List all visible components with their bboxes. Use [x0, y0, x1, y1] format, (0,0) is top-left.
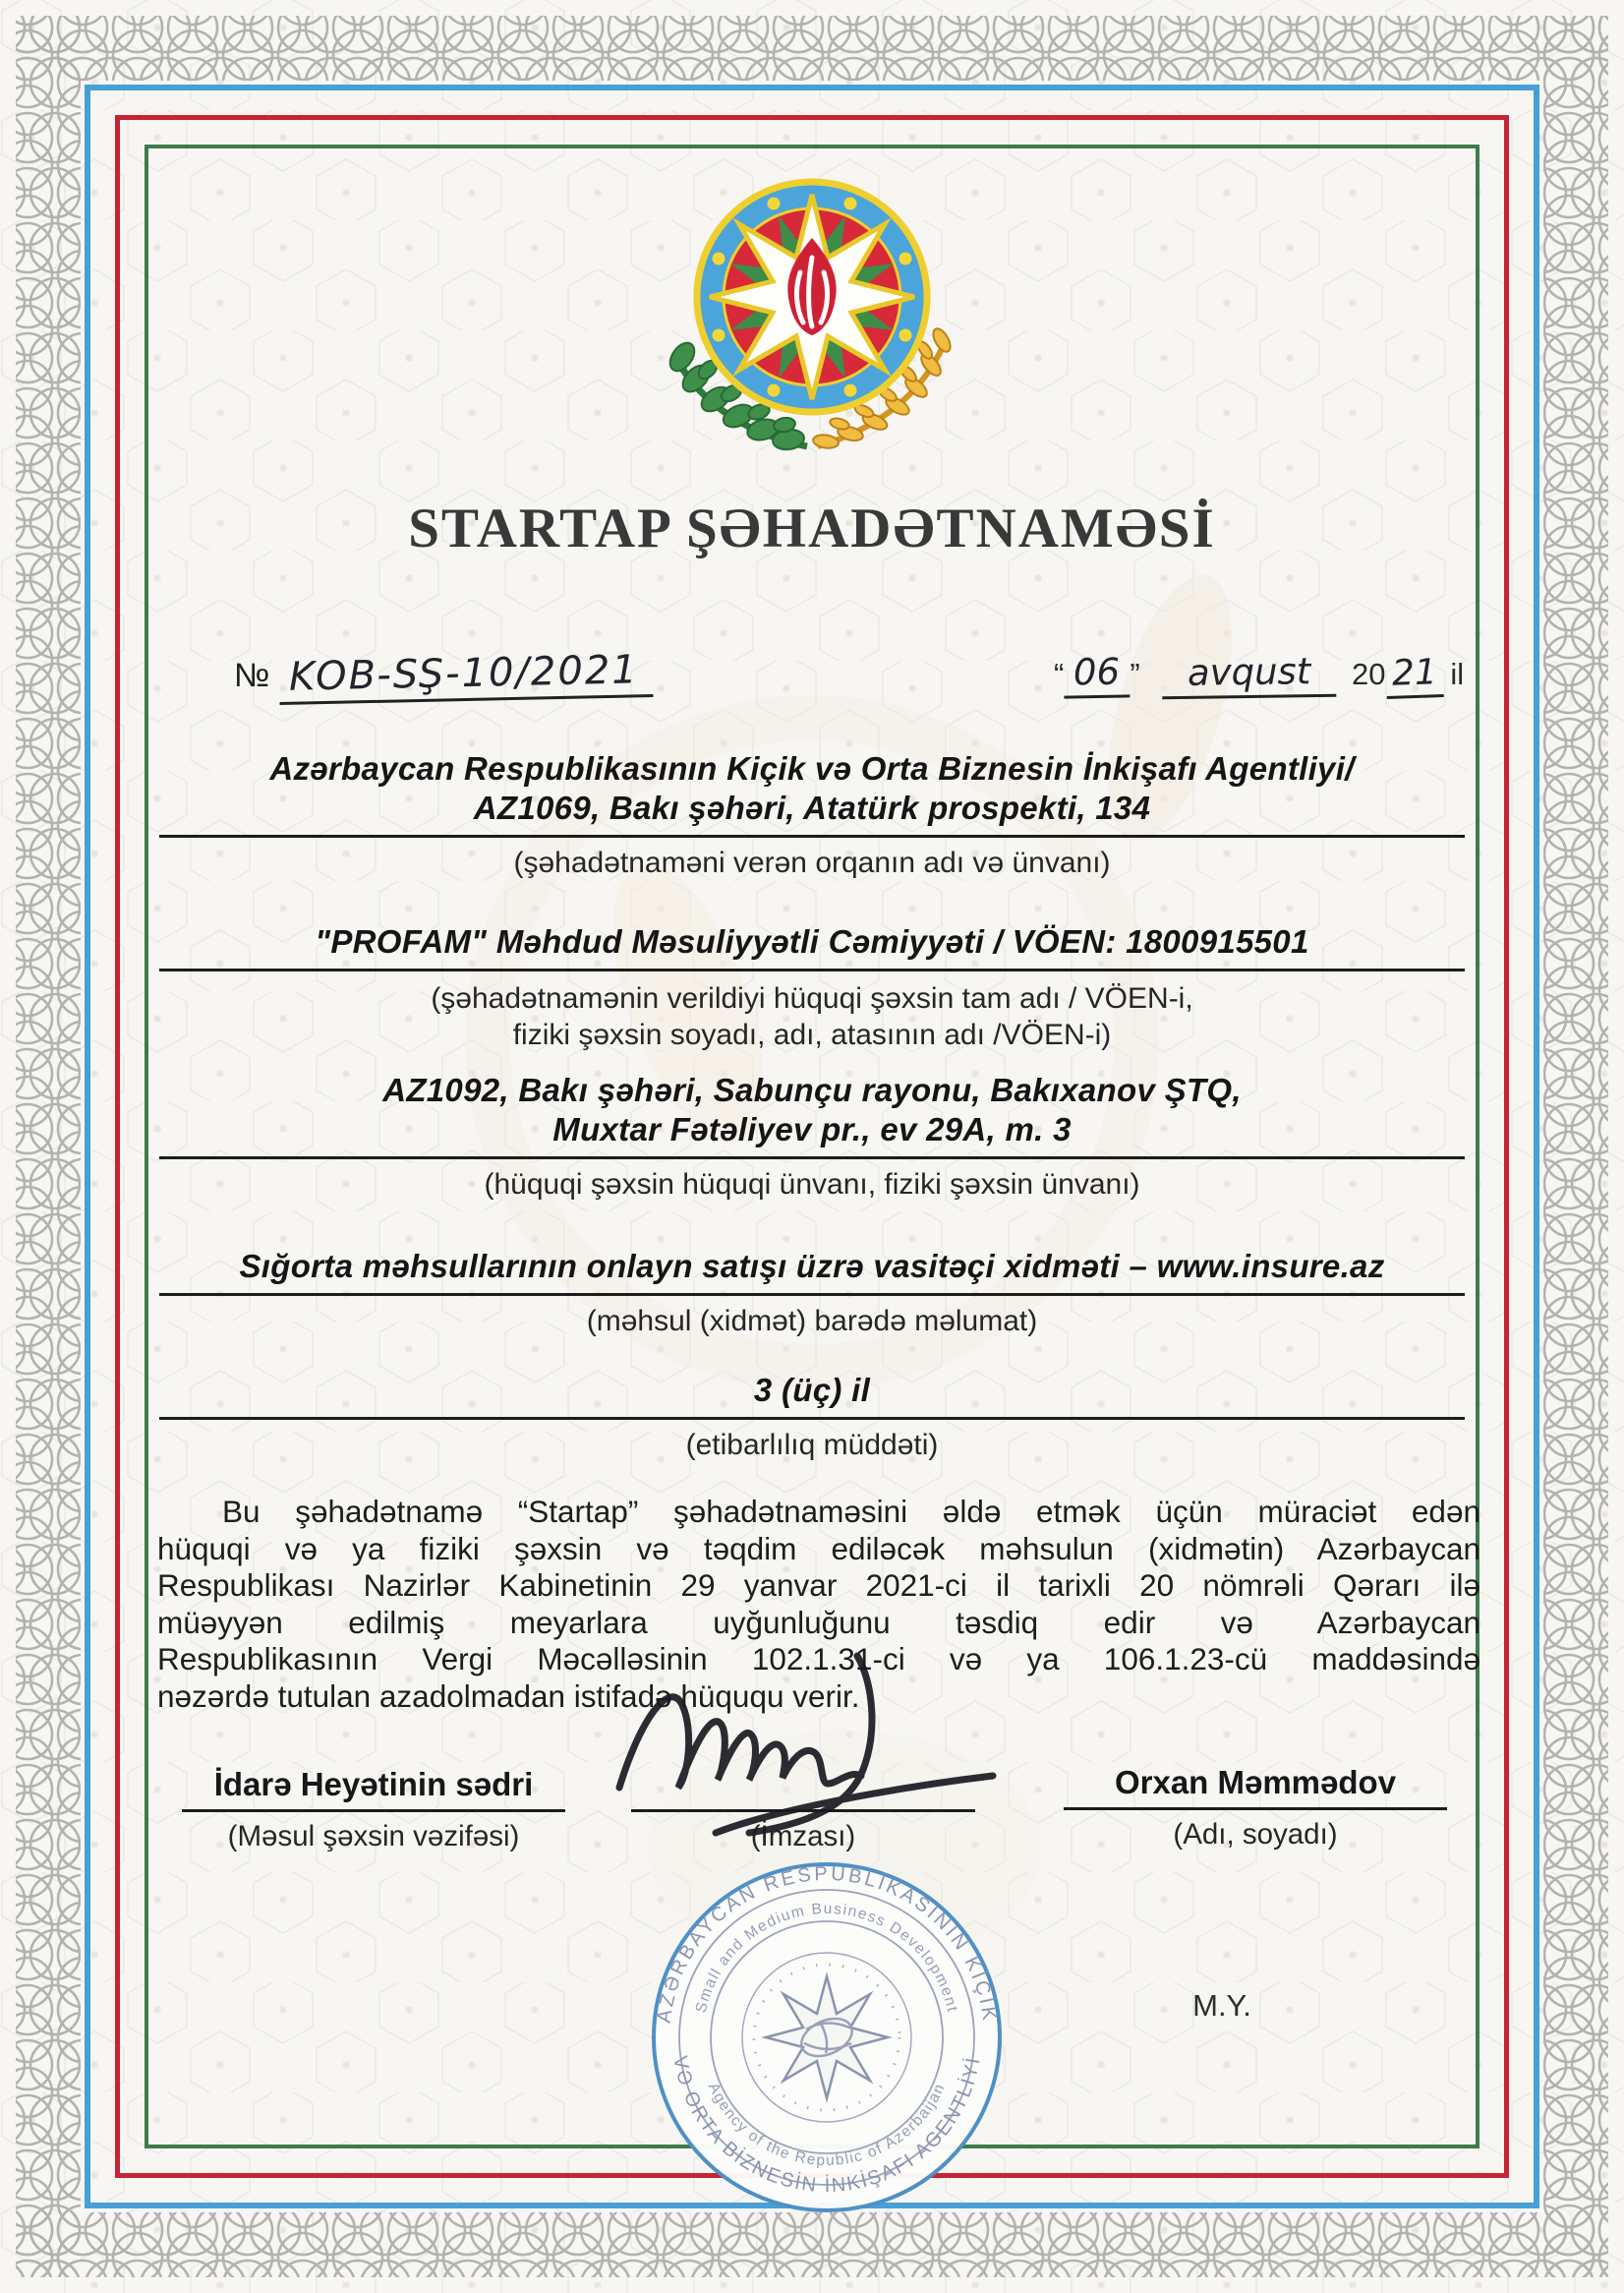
paragraph-line: Respublikası Nazirlər Kabinetinin 29 yanvar 2021-ci il tarixli 20 nömrəli Qərarı ilə: [157, 1567, 1480, 1603]
quote-close: ”: [1130, 657, 1140, 691]
signature-caption: (İmzası): [750, 1820, 856, 1852]
field-holder: [159, 922, 1465, 1053]
seal-inner-text-bottom: Agency of the Republic of Azerbaijan: [704, 2080, 950, 2170]
paragraph-line: Bu şəhadətnamə “Startap” şəhadətnaməsini əldə etmək üçün müraciət edən: [222, 1494, 1480, 1529]
signature-rule: [182, 1809, 565, 1812]
field-rule: [159, 1417, 1465, 1420]
field-address: [159, 1071, 1465, 1203]
field-value-line: 3 (üç) il: [753, 1372, 871, 1408]
field-value-line: Azərbaycan Respublikasının Kiçik və Orta Biznesin İnkişafı Agentliyi/: [269, 750, 1355, 787]
field-rule: [159, 969, 1465, 971]
seal-inner-text-top: Small and Medium Business Development: [692, 1900, 961, 2015]
number-value-handwritten: KOB-SŞ-10/2021: [278, 647, 653, 705]
paragraph-line: nəzərdə tutulan azadolmadan istifadə hüququ verir.: [157, 1677, 860, 1714]
signature-scrawl: [600, 1638, 1013, 1854]
paragraph-line: Respublikasının Vergi Məcəlləsinin 102.1.31-ci və ya 106.1.23-cü maddəsində: [157, 1641, 1480, 1676]
paragraph-line: müəyyən edilmiş meyarlara uyğunluğunu təsdiq edir və Azərbaycan: [157, 1604, 1480, 1640]
field-caption: fiziki şəxsin soyadı, adı, atasının adı /VÖEN-i): [512, 1019, 1112, 1051]
field-value-line: Sığorta məhsullarının onlayn satışı üzrə vasitəçi xidməti – www.insure.az: [239, 1248, 1385, 1284]
field-caption: (şəhadətnaməni verən orqanın adı və ünvanı): [513, 847, 1111, 879]
signatory-name: Orxan Məmmədov: [1114, 1764, 1397, 1800]
seal-mark-label: M.Y.: [1192, 1988, 1251, 2023]
date-year-handwritten: 21: [1385, 652, 1443, 699]
field-caption: (etibarlılıq müddəti): [685, 1429, 939, 1461]
field-issuer: [159, 749, 1465, 881]
certificate-number-row: [234, 647, 653, 701]
number-label: №: [234, 657, 270, 694]
date-row: [1054, 651, 1464, 698]
field-rule: [159, 1156, 1465, 1159]
quote-open: “: [1054, 657, 1065, 691]
field-product: [159, 1247, 1465, 1339]
signature-rule: [1064, 1807, 1447, 1810]
date-era-suffix: il: [1450, 657, 1465, 691]
official-seal: [647, 1854, 1007, 2220]
azerbaijan-emblem-icon: [625, 177, 999, 472]
field-caption: (şəhadətnamənin verildiyi hüquqi şəxsin tam adı / VÖEN-i,: [431, 982, 1193, 1015]
seal-outer-text-bottom: VƏ ORTA BİZNESİN İNKİŞAFI AGENTLİYİ: [668, 2054, 985, 2198]
signatory-position-caption: (Məsul şəxsin vəzifəsi): [227, 1820, 520, 1852]
seal-outer-text-top: AZƏRBAYCAN RESPUBLİKASININ KİÇİK: [653, 1862, 1001, 2025]
field-value-line: Muxtar Fətəliyev pr., ev 29A, m. 3: [552, 1111, 1072, 1147]
field-caption: (məhsul (xidmət) barədə məlumat): [586, 1305, 1038, 1337]
field-value-line: AZ1069, Bakı şəhəri, Atatürk prospekti, 134: [473, 790, 1151, 826]
date-month-handwritten: avqust: [1161, 650, 1336, 699]
field-value-line: AZ1092, Bakı şəhəri, Sabunçu rayonu, Bakıxanov ŞTQ,: [382, 1072, 1242, 1108]
paragraph-line: hüquqi və ya fiziki şəxsin və təqdim ediləcək məhsulun (xidmətin) Azərbaycan: [157, 1530, 1480, 1566]
date-day-handwritten: 06: [1064, 650, 1131, 698]
field-validity: [159, 1371, 1465, 1463]
field-value-line: "PROFAM" Məhdud Məsuliyyətli Cəmiyyəti / VÖEN: 1800915501: [315, 923, 1309, 960]
signatory-name-caption: (Adı, soyadı): [1173, 1818, 1338, 1851]
field-rule: [159, 835, 1465, 838]
field-caption: (hüquqi şəxsin hüquqi ünvanı, fiziki şəxsin ünvanı): [484, 1168, 1140, 1201]
date-year-printed: 20: [1352, 657, 1386, 691]
signatory-name-column: [1064, 1764, 1447, 1852]
field-rule: [159, 1293, 1465, 1296]
signatory-position-column: [182, 1766, 565, 1853]
page-title: STARTAP ŞƏHADƏTNAMƏSİ: [408, 498, 1216, 559]
signatory-position: İdarə Heyətinin sədri: [213, 1766, 534, 1802]
